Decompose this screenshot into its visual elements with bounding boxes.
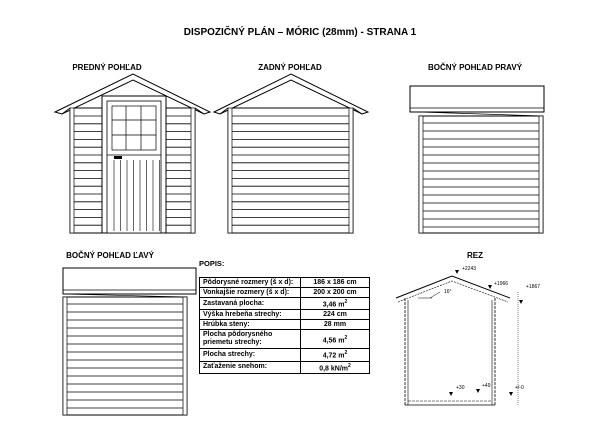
dim-eave-right: +1867 (526, 284, 541, 290)
spec-value: 3,46 $m^2$ (301, 298, 370, 310)
section-view-label: REZ (467, 251, 483, 260)
spec-value: 200 x 200 cm (301, 288, 370, 298)
left-view-label: BOČNÝ POHĽAD ĽAVÝ (66, 251, 154, 260)
front-view-label: PREDNÝ POHĽAD (72, 63, 142, 72)
dim-floor-a: +30 (456, 385, 465, 391)
spec-row (200, 361, 370, 373)
right-view-label: BOČNÝ POHĽAD PRAVÝ (427, 63, 523, 72)
dim-eave: +1966 (494, 281, 509, 287)
page-title: DISPOZIČNÝ PLÁN – MÓRIC (28mm) - STRANA 1 (183, 27, 417, 38)
spec-row (200, 298, 370, 310)
spec-value: 0,8 $kN/m^2$ (301, 361, 370, 373)
dim-angle: 16° (444, 289, 452, 295)
spec-label: Plocha pôdorysného priemetu strechy: (200, 330, 301, 349)
dim-floor-b: +49 (482, 383, 491, 389)
spec-row (200, 330, 370, 349)
spec-row (200, 310, 370, 320)
dim-zero: +/-0 (515, 385, 524, 391)
spec-value: 4,72 $m^2$ (301, 349, 370, 361)
popis-label: POPIS: (199, 259, 225, 268)
spec-table (199, 277, 370, 374)
spec-value: 28 mm (301, 320, 370, 330)
spec-label: Zastavaná plocha: (200, 298, 301, 310)
dim-ridge: +2243 (462, 266, 477, 272)
spec-label: Pôdorysné rozmery (š x d): (200, 278, 301, 288)
spec-row (200, 288, 370, 298)
spec-label: Plocha strechy: (200, 349, 301, 361)
spec-label: Hrúbka steny: (200, 320, 301, 330)
spec-label: Vonkajšie rozmery (š x d): (200, 288, 301, 298)
back-view-label: ZADNÝ POHĽAD (258, 63, 322, 72)
spec-value: 186 x 186 cm (301, 278, 370, 288)
spec-label: Výška hrebeňa strechy: (200, 310, 301, 320)
spec-row (200, 320, 370, 330)
spec-row (200, 278, 370, 288)
spec-label: Zaťaženie snehom: (200, 361, 301, 373)
spec-value: 4,56 $m^2$ (301, 330, 370, 349)
spec-value: 224 cm (301, 310, 370, 320)
spec-row (200, 349, 370, 361)
